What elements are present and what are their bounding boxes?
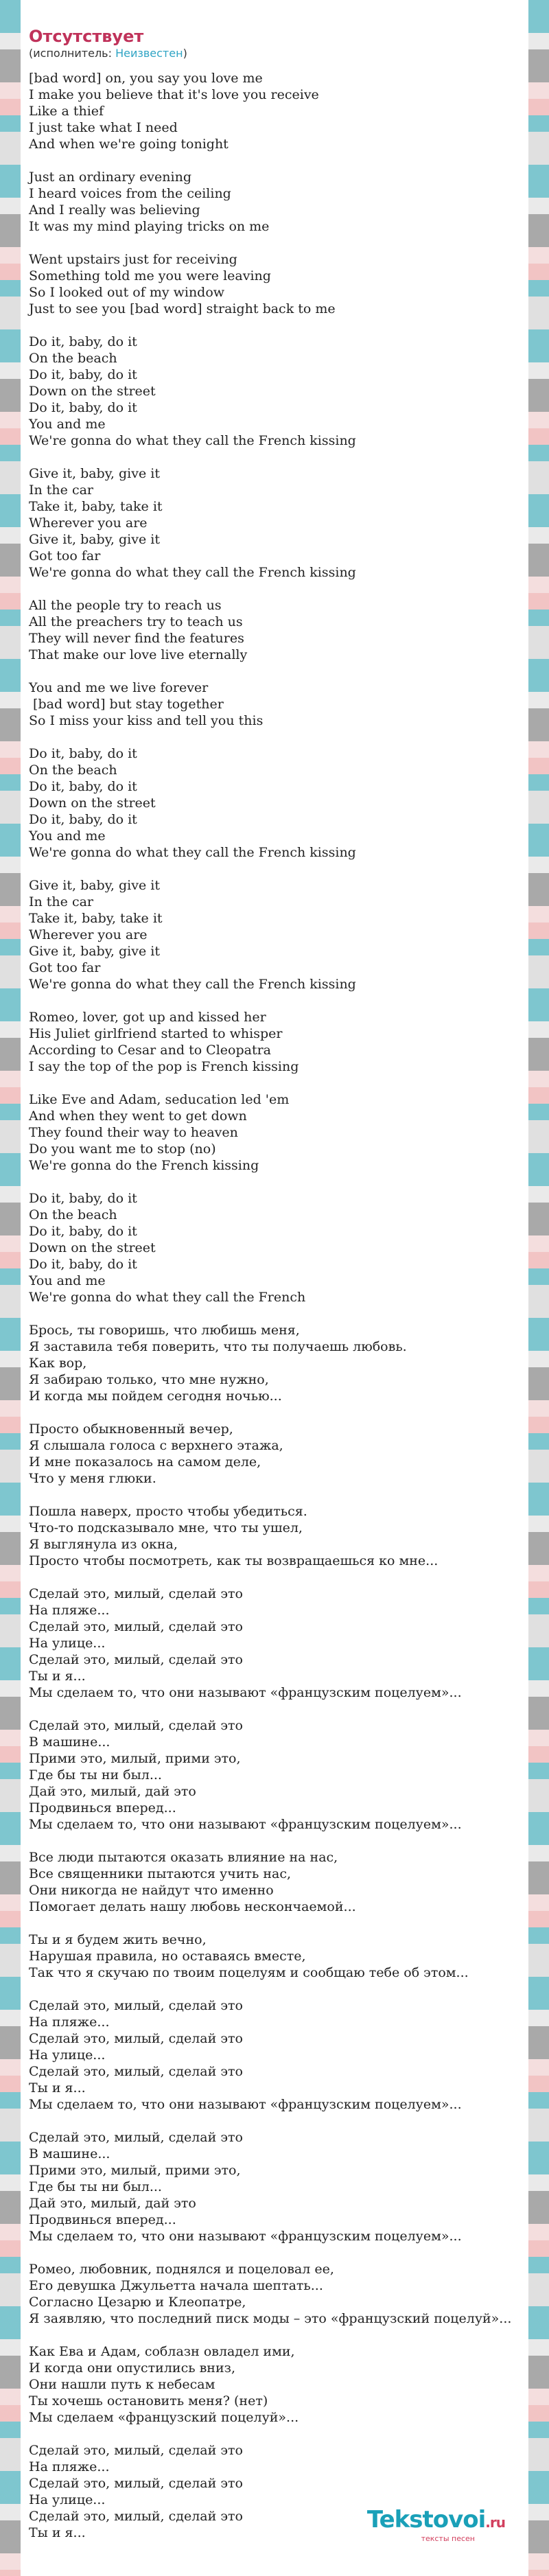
artist-line <box>29 47 520 60</box>
artist-prefix: (исполнитель: <box>29 47 116 60</box>
site-logo[interactable] <box>367 2507 505 2543</box>
lyrics-page <box>21 0 528 2576</box>
artist-link[interactable]: Неизвестен <box>115 47 183 60</box>
logo-tld: .ru <box>485 2514 505 2531</box>
logo-name: Tekstovoi <box>366 2506 486 2533</box>
logo-tagline: тексты песен <box>421 2534 475 2543</box>
song-title: Отсутствует <box>29 27 144 46</box>
logo-wordmark <box>367 2507 505 2535</box>
artist-suffix: ) <box>183 47 187 60</box>
lyrics-text: [bad word] on, you say you love me I make you believe that it's love you receive Like a thief I just take what I need And when we're going tonight Just an ordinary evening I heard voices from the ceiling And I really was believing It was my mind playing tricks on me Went upstairs just for receiving Something told me you were leaving So I looked out of my window Just to see you [bad word] straight back to me Do it, baby, do it On the beach Do it, baby, do it Down on the street Do it, baby, do it You and me We're gonna do what they call the French kissing Give it, baby, give it In the car Take it, baby, take it Wherever you are Give it, baby, give it Got too far We're gonna do what they call the French kissing All the people try to reach us All the preachers try to teach us They will never find the features That make our love live eternally You and me we live forever [bad word] but stay together So I miss your kiss and tell you this Do it, baby, do it On the beach Do it, baby, do it Down on the street Do it, baby, do it You and me We're gonna do what they call the French kissing Give it, baby, give it In the car Take it, baby, take it Wherever you are Give it, baby, give it Got too far We're gonna do what they call the French kissing Romeo, lover, got up and kissed her His Juliet girlfriend started to whisper According to Cesar and to Cleopatra I say the top of the pop is French kissing Like Eve and Adam, seducation led 'em And when they went to get down They found their way to heaven Do you want me to stop (no) We're gonna do the French kissing Do it, baby, do it On the beach Do it, baby, do it Down on the street Do it, baby, do it You and me We're gonna do what they call the French Брось, ты говоришь, что любишь меня, Я заставила тебя поверить, что ты получаешь любовь. Как вор, Я забираю только, что мне нужно, И когда мы пойдем сегодня ночью... Просто обыкновенный вечер, Я слышала голоса с верхнего этажа, И мне показалось на самом деле, Что у меня глюки. Пошла наверх, просто чтобы убедиться. Что-то подсказывало мне, что ты ушел, Я выглянула из окна, Просто чтобы посмотреть, как ты возвращаешься ко мне... Сделай это, милый, сделай это На пляже... Сделай это, милый, сделай это На улице... Сделай это, милый, сделай это Ты и я... Мы сделаем то, что они называют «французским поцелуем»... Сделай это, милый, сделай это В машине... Прими это, милый, прими это, Где бы ты ни был... Дай это, милый, дай это Продвинься вперед... Мы сделаем то, что они называют «французским поцелуем»... Все люди пытаются оказать влияние на нас, Все священники пытаются учить нас, Они никогда не найдут что именно Помогает делать нашу любовь нескончаемой... Ты и я будем жить вечно, Нарушая правила, но оставаясь вместе, Так что я скучаю по твоим поцелуям и сообщаю тебе об этом... Сделай это, милый, сделай это На пляже... Сделай это, милый, сделай это На улице... Сделай это, милый, сделай это Ты и я... Мы сделаем то, что они называют «французским поцелуем»... Сделай это, милый, сделай это В машине... Прими это, милый, прими это, Где бы ты ни был... Дай это, милый, дай это Продвинься вперед... Мы сделаем то, что они называют «французским поцелуем»... Ромео, любовник, поднялся и поцеловал ее, Его девушка Джульетта начала шептать... Согласно Цезарю и Клеопатре, Я заявляю, что последний писк моды – это «французский поцелуй»... Как Ева и Адам, соблазн овладел ими, И когда они опустились вниз, Они нашли путь к небесам Ты хочешь остановить меня? (нет) Мы сделаем «французский поцелуй»... Сделай это, милый, сделай это На пляже... Сделай это, милый, сделай это На улице... Сделай это, милый, сделай это Ты и я... <box>29 71 512 2540</box>
